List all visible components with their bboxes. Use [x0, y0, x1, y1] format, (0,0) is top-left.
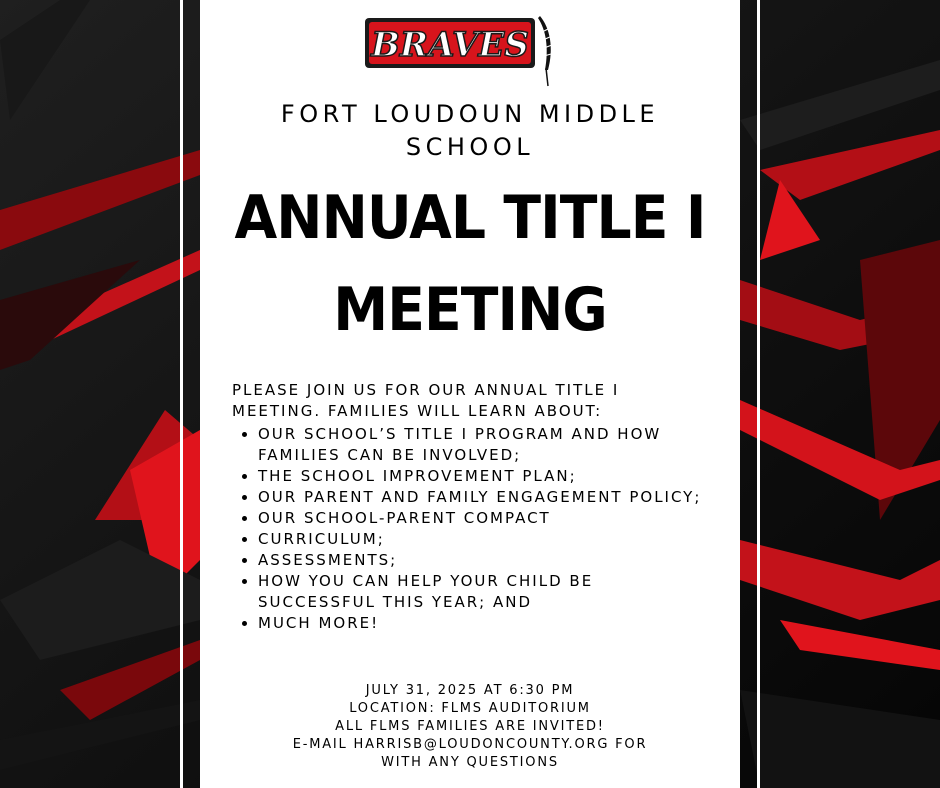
braves-logo — [362, 8, 562, 88]
list-item-text: OUR SCHOOL’S TITLE I PROGRAM AND HOW FAMILIES CAN BE INVOLVED; — [258, 425, 662, 464]
list-item — [240, 424, 710, 466]
school-name-line2: SCHOOL — [405, 133, 535, 161]
bullet-icon — [242, 432, 247, 437]
frame-line-left — [180, 0, 183, 788]
event-date: JULY 31, 2025 AT 6:30 PM — [365, 683, 575, 698]
contact-email-line[interactable]: E-MAIL HARRISB@LOUDONCOUNTY.ORG FOR — [292, 737, 648, 752]
school-name — [200, 98, 740, 164]
school-name-line1: FORT LOUDOUN MIDDLE — [280, 100, 660, 128]
list-item-text: OUR SCHOOL-PARENT COMPACT — [258, 509, 551, 527]
bullet-icon — [242, 621, 247, 626]
intro-text: PLEASE JOIN US FOR OUR ANNUAL TITLE I MEETING. FAMILIES WILL LEARN ABOUT: — [232, 381, 620, 420]
list-item — [240, 487, 710, 508]
list-item-text: HOW YOU CAN HELP YOUR CHILD BE SUCCESSFUL THIS YEAR; AND — [258, 572, 594, 611]
bullet-icon — [242, 579, 247, 584]
frame-line-right — [757, 0, 760, 788]
title-line2: MEETING — [333, 275, 607, 345]
bullet-icon — [242, 558, 247, 563]
list-item-text: MUCH MORE! — [258, 614, 380, 632]
list-item — [240, 613, 710, 634]
list-item-text: OUR PARENT AND FAMILY ENGAGEMENT POLICY; — [258, 488, 702, 506]
topics-list — [240, 424, 710, 634]
list-item — [240, 550, 710, 571]
list-item-text: THE SCHOOL IMPROVEMENT PLAN; — [258, 467, 577, 485]
contact-note: WITH ANY QUESTIONS — [381, 755, 559, 770]
feather-icon — [538, 16, 552, 86]
page-title — [222, 172, 719, 356]
bullet-icon — [242, 537, 247, 542]
bullet-icon — [242, 495, 247, 500]
logo-text: BRAVES — [371, 25, 529, 65]
title-line1: ANNUAL TITLE I — [234, 183, 706, 253]
list-item — [240, 529, 710, 550]
list-item-text: ASSESSMENTS; — [258, 551, 398, 569]
event-details — [200, 682, 740, 772]
list-item — [240, 466, 710, 487]
event-invite: ALL FLMS FAMILIES ARE INVITED! — [335, 719, 605, 734]
list-item — [240, 508, 710, 529]
bullet-icon — [242, 516, 247, 521]
list-item-text: CURRICULUM; — [258, 530, 385, 548]
event-location: LOCATION: FLMS AUDITORIUM — [349, 701, 591, 716]
bullet-icon — [242, 474, 247, 479]
list-item — [240, 571, 710, 613]
